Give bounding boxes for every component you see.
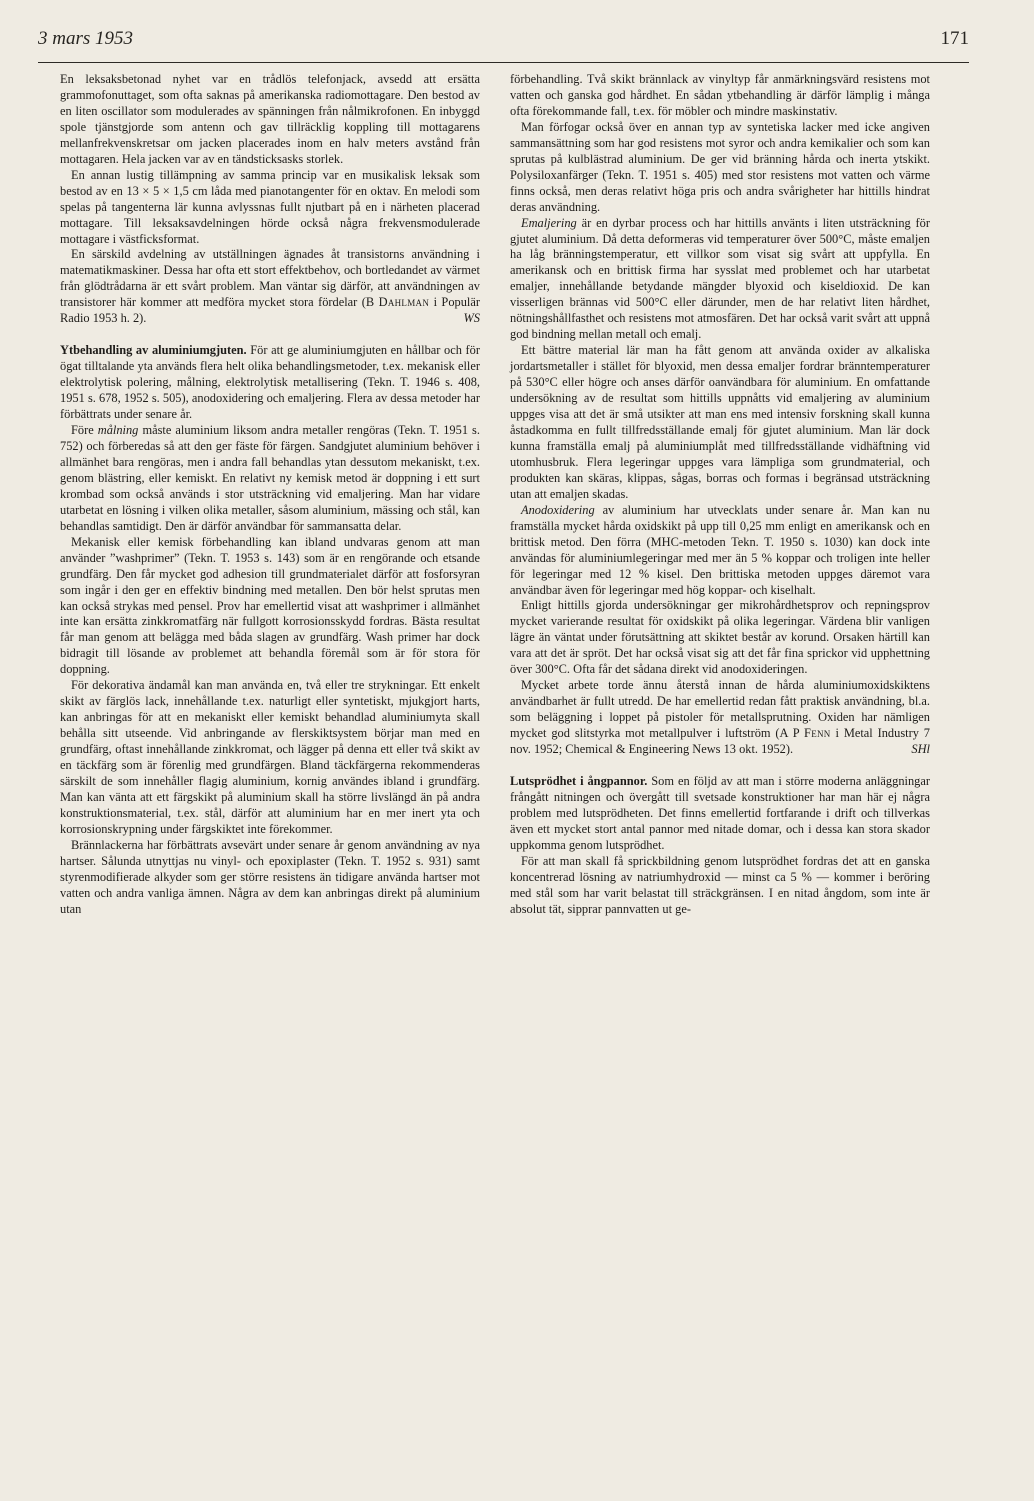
paragraph-text: av aluminium har utvecklats under senare år. Man kan nu framställa mycket hårda oxidskikt på upp till 0,25 mm enligt en amerikansk och en brittisk metod. Den förra (MHC-metoden Tekn. T. 1950 s. 1030) kan dock inte användas för aluminiumlegeringar med mer än 5 % koppar och troligen inte heller för legeringar med 12 % kisel. Den brittiska metoden uppges däremot vara användbar även för legeringar med hög koppar- och kiselhalt. bbox=[510, 502, 930, 597]
section-heading: Lutsprödhet i ångpannor. bbox=[510, 773, 648, 788]
paragraph-text: Mycket arbete torde ännu återstå innan de hårda aluminiumoxidskiktens användbarhet är fullt utredd. De har emellertid redan fått praktisk användning, bl.a. som beläggning i loppet på pistoler för metallsprutning. Oxiden har nämligen mycket god slitstyrka mot metallpulver i luftström (A P bbox=[510, 678, 930, 741]
paragraph: Brännlackerna har förbättrats avsevärt under senare år genom användning av nya hartser. Sålunda utnyttjas nu vinyl- och epoxiplaster (Tekn. T. 1952 s. 931) samt styrenmodifierade alkyder som ger större resistens än tidigare använda hartser mot vatten och andra vanliga ämnen. Några av dem kan anbringas direkt på aluminium utan bbox=[60, 837, 480, 916]
paragraph: För dekorativa ändamål kan man använda en, två eller tre strykningar. Ett enkelt skikt av färglös lack, innehållande t.ex. naturligt eller syntetiskt, mjukgjort harts, kan anbringas för att en mekaniskt eller kemiskt behandlad aluminiumyta skall behålla sitt utseende. Vid anbringande av flerskiktsystem börjar man med en grundfärg, oftast innehållande zinkkromat, och lägger på denna ett eller två skikt av en täckfärg som är förenlig med grundfärgen. Bland täckfärgerna rekommenderas särskilt de som innehåller flagig aluminium, kornig användes ibland i grundfärg. Man kan vänta att ett färgskikt på aluminium skall ha större livslängd än på andra konstruktionsmaterial, t.ex. stål, därför att aluminium har en mer inert yta och korrosionskrypning under färgskiktet inte förekommer. bbox=[60, 678, 480, 836]
paragraph-text: För att ge aluminiumgjuten en hållbar och för ögat tilltalande yta används flera helt olika behandlingsmetoder, t.ex. mekanisk eller elektrolytisk polering, målning, elektrolytisk metallisering (Tekn. T. 1946 s. 408, 1951 s. 678, 1952 s. 505), anodoxidering och emaljering. Flera av dessa metoder har förbättrats under senare år. bbox=[60, 343, 480, 422]
paragraph bbox=[510, 774, 930, 854]
paragraph bbox=[510, 678, 930, 758]
signature: SHl bbox=[911, 742, 930, 757]
emphasis: Anodoxidering bbox=[521, 502, 595, 517]
paragraph: Man förfogar också över en annan typ av syntetiska lacker med icke angiven sammansättning som har god resistens mot syror och andra kemikalier och som kan sprutas på kulblästrad aluminium. De ger vid bränning hårda och inerta ytskikt. Polysiloxanfärger (Tekn. T. 1951 s. 405) med stor resistens mot vatten och värme finns också, men deras relativt höga pris och andra svårigheter har hittills hindrat deras användning. bbox=[510, 119, 930, 214]
page-number: 171 bbox=[940, 28, 969, 49]
paragraph-text: Som en följd av att man i större moderna anläggningar frångått nitningen och övergått till svetsade konstruktioner har man här ej några problem med lutsprödheten. Det finns emellertid fortfarande i drift och tillverkas även ett mycket stort antal pannor med nitade domar, och i dessa kan stora skador uppkomma genom lutsprödhet. bbox=[510, 773, 930, 852]
section-heading: Ytbehandling av aluminiumgjuten. bbox=[60, 343, 247, 358]
paragraph-text: En särskild avdelning av utställningen ägnades åt transistorns användning i matematikmaskiner. Dessa har ofta ett stort effektbehov, och bortledandet av värmet från glödtrådarna är ett svårt problem. Man väntar sig därför, att användningen av transistorer här kommer att medföra mycket stora fördelar (B bbox=[60, 247, 480, 310]
paragraph: För att man skall få sprickbildning genom lutsprödhet fordras det att en ganska koncentrerad lösning av natriumhydroxid — minst ca 5 % — kommer i beröring med stål som har varit belastat till sträckgränsen. I en nitad ångdom, som inte är absolut tät, sipprar pannvatten ut ge- bbox=[510, 853, 930, 916]
author-name: Fenn bbox=[804, 726, 831, 741]
paragraph bbox=[510, 216, 930, 344]
paragraph-text: Före bbox=[71, 423, 94, 438]
paragraph bbox=[60, 247, 480, 327]
paragraph: Enligt hittills gjorda undersökningar ger mikrohårdhetsprov och repningsprov mycket varierande resultat för oxidskikt på olika legeringar. Värdena blir vanligen lägre än väntat under förutsättning att skiktet består av korund. Orsaken härtill kan vara att det är spröt. Det har också visat sig att det får fina sprickor vid upphettning över 300°C. Ofta får det sådana direkt vid anodoxideringen. bbox=[510, 598, 930, 677]
paragraph-text: i Metal Industry 7 nov. 1952; Chemical & Engineering News 13 okt. 1952). bbox=[510, 726, 930, 757]
paragraph: förbehandling. Två skikt brännlack av vinyltyp får anmärkningsvärd resistens mot vatten och ganska god hårdhet. En sådan ytbehandling är därför lämplig i många ofta förekommande fall, t.ex. för möbler och mindre maskinstativ. bbox=[510, 72, 930, 118]
paragraph: En annan lustig tillämpning av samma princip var en musikalisk leksak som bestod av en 13 × 5 × 1,5 cm låda med pianotangenter för en oktav. En melodi som spelas på tangenterna lär kunna avlyssnas fullt njutbart på en i närheten placerad mottagare. Till leksaksavdelningen hörde också några frekvensmodulerade mottagare i västficksformat. bbox=[60, 167, 480, 246]
paragraph-text: i Populär Radio 1953 h. 2). bbox=[60, 295, 480, 326]
paragraph-text: är en dyrbar process och har hittills använts i liten utsträckning för gjutet aluminium. Då detta deformeras vid temperaturer över 500°C, måste emaljen ha låg bränningstemperatur, ett villkor som visat sig svårt att uppfylla. En amerikansk och en brittisk firma har sysslat med problemet och har utarbetat emaljer, innehållande betydande mängder blyoxid och kiseldioxid. De kan visserligen brännas vid 500°C eller därunder, men de har relativt liten hårdhet, nötningshållfasthet och resistens mot atmosfären. Det har också varit svårt att uppnå god bindning mellan metall och emalj. bbox=[510, 215, 930, 342]
signature: WS bbox=[463, 311, 480, 326]
paragraph-text: måste aluminium liksom andra metaller rengöras (Tekn. T. 1951 s. 752) och förberedas så att den ger fäste för färgen. Sandgjutet aluminium behöver i allmänhet bara rengöras, men i andra fall behandlas ytan dessutom mekaniskt, t.ex. genom blästring, eller kemiskt. En relativt ny kemisk metod är doppning i ett surt krombad som också används i stor utsträckning vid emaljering. Man har vidare utarbetat en lösning i vilken olika metaller, såsom aluminium, mässing och stål, kan behandlas samtidigt. Den är därför användbar för sammansatta delar. bbox=[60, 423, 480, 533]
emphasis: Emaljering bbox=[521, 215, 577, 230]
paragraph bbox=[60, 343, 480, 423]
paragraph: Mekanisk eller kemisk förbehandling kan ibland undvaras genom att man använder ”washprimer” (Tekn. T. 1953 s. 143) som är en rengörande och etsande grundfärg. Den får mycket god adhesion till grundmaterialet därför att fosforsyran som ingår i den ger en effektiv bindning med metallen. Den bör helst sprutas men kan också strykas med pensel. Prov har emellertid visat att washprimer i allmänhet inte kan ersätta zinkkromatfärg när fullgott korrosionsskydd fordras. Bästa resultat får man genom att belägga med båda slagen av grundfärg. Wash primer har dock bidragit till lösande av problemet att behandla föremål som är för stora för doppning. bbox=[60, 534, 480, 677]
author-name: Dahlman bbox=[378, 295, 430, 310]
right-column bbox=[510, 72, 930, 918]
page-header bbox=[38, 28, 969, 58]
paragraph bbox=[510, 503, 930, 599]
paragraph: En leksaksbetonad nyhet var en trådlös telefonjack, avsedd att ersätta grammofonuttaget, som ofta saknas på amerikanska radiomottagare. Den bestod av en liten oscillator som modulerades av spänningen från nålmikrofonen. En inbyggd spole tjänstgjorde som antenn och gav tillräcklig koppling till mottagarens mellanfrekvenskretsar om jacken placerades inom en halv meters avstånd från mottagaren. Hela jacken var av en tändsticksasks storlek. bbox=[60, 72, 480, 166]
emphasis: målning bbox=[97, 423, 139, 438]
left-column bbox=[60, 72, 480, 918]
paragraph bbox=[60, 423, 480, 535]
issue-date: 3 mars 1953 bbox=[38, 28, 134, 49]
header-rule bbox=[38, 62, 969, 63]
paragraph: Ett bättre material lär man ha fått genom att använda oxider av alkaliska jordartsmetaller i stället för blyoxid, men dessa emaljer fordrar bränntemperaturer på 530°C eller högre och anses därför oanvändbara för aluminium. En omfattande undersökning av de resultat som hittills uppnåtts vid emaljering av aluminium uppges visa att det är små utsikter att man ens med intensiv forskning skall kunna åstadkomma en fullt tillfredsställande emalj för gjutet aluminium. Man lär dock kunna framställa emalj på aluminiumplåt med tillfredsställande vidhäftning vid utomhusbruk. Flera legeringar uppges vara lämpliga som grundmaterial, och produkten kan skäras, klippas, sågas, borras och formas i begränsad utsträckning utan att emaljen skadas. bbox=[510, 343, 930, 501]
